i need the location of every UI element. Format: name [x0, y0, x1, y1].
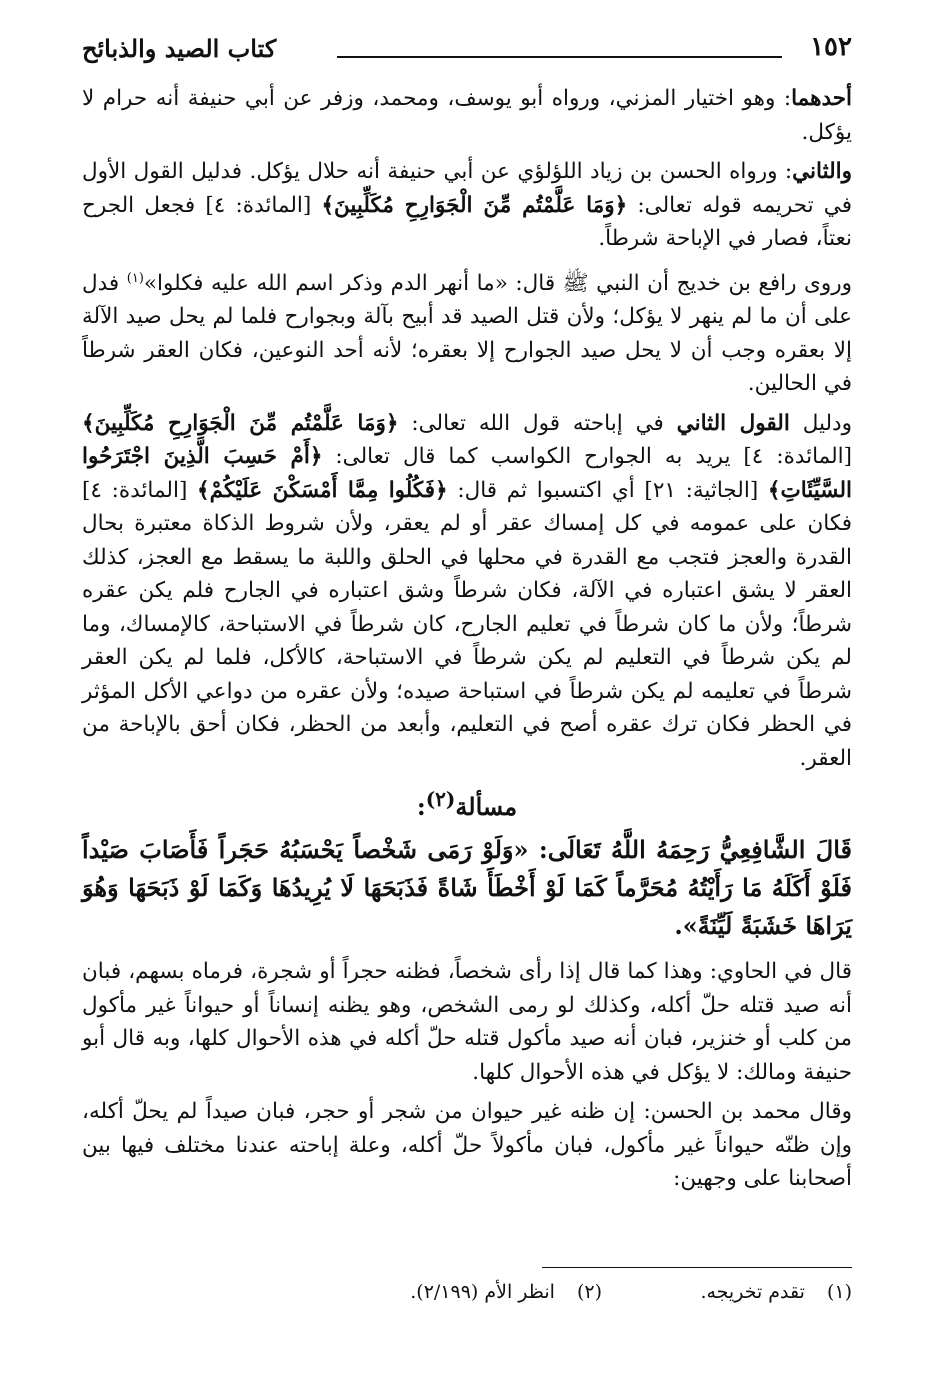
running-title: كتاب الصيد والذبائح [82, 34, 277, 63]
first-view-text: : وهو اختيار المزني، ورواه أبو يوسف، ومحمد، وزفر عن أبي حنيفة أنه حرام لا يؤكل. [82, 86, 852, 145]
paragraph-hawi: قال في الحاوي: وهذا كما قال إذا رأى شخصاً، فظنه حجراً أو شجرة، فرماه بسهم، فبان أنه صيد قتله حلّ أكله، وكذلك لو رمى الشخص، وهو يظنه إنساناً أو حيواناً غير مأكول من كلب أو خنزير، فبان أنه صيد مأكول قتله حلّ أكله في هذه الأحوال كلها، وبه قال أبو حنيفة ومالك: لا يؤكل في هذه الأحوال كلها. [82, 959, 852, 1085]
evidence-text-c: [المائدة: ٤] يريد به الجوارح الكواسب كما قال تعالى: [322, 444, 852, 470]
footnote-1 [602, 1281, 852, 1303]
paragraph-hadith [82, 262, 852, 401]
footnote-2-number: (٢) [576, 1281, 602, 1303]
hadith-text-a: وروى رافع بن خديج أن النبي ﷺ قال: «ما أنهر الدم وذكر اسم الله عليه فكلوا» [143, 270, 852, 296]
evidence-text-a: ودليل [789, 410, 853, 436]
footnote-2 [302, 1281, 602, 1303]
first-view-lead: أحدهما [791, 86, 852, 111]
footnote-ref-1[interactable]: (١) [126, 270, 144, 286]
shafii-quote: قَالَ الشَّافِعِيُّ رَحِمَهُ اللَّهُ تَعَالَى: «وَلَوْ رَمَى شَخْصاً يَحْسَبُهُ حَجَراً فَأَصَابَ صَيْداً فَلَوْ أَكَلَهُ مَا رَأَيْتُهُ مُحَرَّماً كَمَا لَوْ أَخْطَأَ شَاةً فَذَبَحَهَا لَا يُرِيدُهَا وَكَمَا لَوْ ذَبَحَهَا وَهُوَ يَرَاهَا خَشَبَةً لَيِّنَةً». [82, 835, 852, 941]
footnote-rule [542, 1267, 852, 1268]
second-view-lead: والثاني [792, 159, 852, 184]
masala-heading [82, 787, 852, 821]
paragraph-muhammad-hasan: وقال محمد بن الحسن: إن ظنه غير حيوان من شجر أو حجر، فبان صيداً لم يحلّ أكله، وإن ظنّه حيواناً غير مأكول، فبان مأكولاً حلّ أكله، وعلة إباحته عندنا مختلف فيها بين أصحابنا على وجهين: [82, 1099, 852, 1192]
page-header [82, 30, 852, 70]
masala-colon: : [416, 792, 426, 822]
paragraph-first-view [82, 82, 852, 149]
paragraph-second-evidence [82, 407, 852, 776]
footnotes [292, 1281, 852, 1303]
quran-verse: ﴿فَكُلُوا مِمَّا أَمْسَكْنَ عَلَيْكُمْ﴾ [197, 477, 448, 503]
footnote-1-number: (١) [826, 1281, 852, 1303]
quran-verse: ﴿أَمْ حَسِبَ الَّذِينَ اجْتَرَحُوا السَّيِّئَاتِ﴾ [82, 444, 852, 503]
evidence-text-b: في إباحته قول الله تعالى: [398, 410, 677, 436]
footnote-2-text: انظر الأم (٢/١٩٩). [410, 1281, 555, 1303]
paragraph-second-view [82, 155, 852, 256]
masala-title: مسألة [455, 792, 518, 822]
main-text [82, 82, 852, 1202]
second-view-text-b: [المائدة: ٤] فجعل الجرح نعتاً، فصار في الإباحة شرطاً. [82, 192, 852, 251]
evidence-lead: القول الثاني [676, 410, 790, 436]
header-rule [337, 56, 782, 58]
page-number: ١٥٢ [810, 32, 852, 62]
evidence-text-d: [الجاثية: ٢١] أي اكتسبوا ثم قال: [447, 477, 768, 503]
hadith-text-b: فدل على أن ما لم ينهر لا يؤكل؛ ولأن قتل الصيد قد أبيح بآلة وبجوارح فلما لم يحل صيد الآلة إلا بعقره وجب أن لا يحل صيد الجوارح إلا بعقره؛ لأنه أحد النوعين، فكان العقر شرطاً في الحالين. [82, 270, 852, 397]
quran-verse: ﴿وَمَا عَلَّمْتُم مِّنَ الْجَوَارِحِ مُكَلِّبِينَ﴾ [321, 192, 628, 218]
quran-verse: ﴿وَمَا عَلَّمْتُم مِّنَ الْجَوَارِحِ مُكَلِّبِينَ﴾ [82, 410, 399, 436]
evidence-text-e: [المائدة: ٤] فكان على عمومه في كل إمساك عقر أو لم يعقر، ولأن شروط الذكاة معتبرة بحال القدرة والعجز فتجب مع القدرة في محلها في الحلق واللبة ما يسقط مع العجز، كذلك العقر لا يشق اعتباره في الآلة، فكان شرطاً وشق اعتباره في الجارح فلم يكن عقره شرطاً؛ ولأن ما كان شرطاً في تعليم الجارح، كان شرطاً في الاستباحة، كالإمساك، وما لم يكن شرطاً في التعليم لم يكن شرطاً في الاستباحة، كالأكل، فلما لم يكن العقر شرطاً في تعليمه لم يكن شرطاً في استباحة صيده؛ ولأن عقره من دواعي الأكل المؤثر في الحظر فكان ترك عقره أصح في التعليم، وأبعد من الحظر، فكان أحق بالإباحة من العقر. [82, 477, 852, 771]
footnote-ref-2[interactable]: (٢) [425, 787, 456, 812]
footnote-1-text: تقدم تخريجه. [700, 1281, 805, 1303]
second-view-text-a: : ورواه الحسن بن زياد اللؤلؤي عن أبي حنيفة أنه حلال يؤكل. فدليل القول الأول في تحريمه قوله تعالى: [82, 159, 853, 218]
